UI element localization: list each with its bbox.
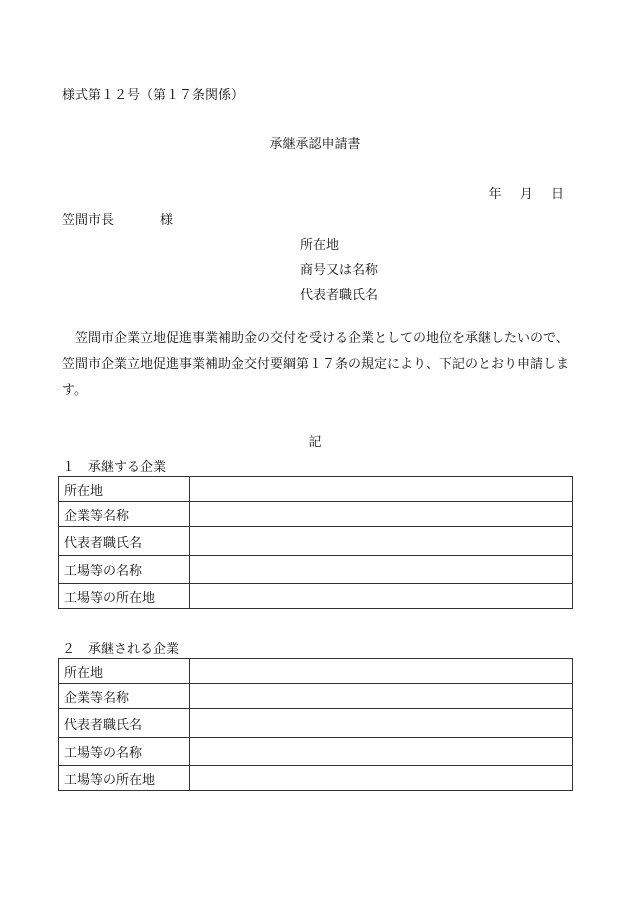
table-row xyxy=(59,709,573,738)
date-day: 日 xyxy=(550,187,564,202)
application-body-text: 笠間市企業立地促進事業補助金の交付を受ける企業としての地位を承継したいので、笠間市企業立地促進事業補助金交付要綱第１７条の規定により、下記のとおり申請します。 xyxy=(62,331,570,398)
row-value-field[interactable] xyxy=(190,556,573,584)
form-number: 様式第１２号（第１７条関係） xyxy=(62,88,245,103)
row-label: 代表者職氏名 xyxy=(59,527,190,556)
row-value-field[interactable] xyxy=(190,766,573,791)
addressee-name: 笠間市長 xyxy=(62,213,115,228)
row-label: 工場等の名称 xyxy=(59,556,190,584)
row-value-field[interactable] xyxy=(190,709,573,738)
document-title: 承継承認申請書 xyxy=(269,137,361,152)
table-row xyxy=(59,766,573,791)
section-successor-title: １ 承継する企業 xyxy=(62,460,167,475)
addressee-honorific: 様 xyxy=(160,213,174,228)
section-predecessor-title: ２ 承継される企業 xyxy=(62,642,180,657)
row-value-field[interactable] xyxy=(190,527,573,556)
table-row xyxy=(59,502,573,527)
table-row xyxy=(59,659,573,684)
addressee xyxy=(62,209,173,228)
row-label: 所在地 xyxy=(59,477,190,502)
row-label: 工場等の所在地 xyxy=(59,766,190,791)
row-label: 所在地 xyxy=(59,659,190,684)
row-label: 企業等名称 xyxy=(59,502,190,527)
row-label: 代表者職氏名 xyxy=(59,709,190,738)
table-row xyxy=(59,556,573,584)
table-row xyxy=(59,738,573,766)
row-label: 工場等の所在地 xyxy=(59,584,190,609)
table-row xyxy=(59,584,573,609)
applicant-address-label: 所在地 xyxy=(300,238,340,253)
date-month: 月 xyxy=(519,187,533,202)
table-row xyxy=(59,527,573,556)
row-value-field[interactable] xyxy=(190,584,573,609)
row-value-field[interactable] xyxy=(190,738,573,766)
predecessor-company-table xyxy=(58,658,573,791)
row-value-field[interactable] xyxy=(190,502,573,527)
table-row xyxy=(59,477,573,502)
row-value-field[interactable] xyxy=(190,477,573,502)
ki-heading: 記 xyxy=(308,435,322,450)
row-value-field[interactable] xyxy=(190,684,573,709)
successor-company-table xyxy=(58,476,573,609)
applicant-representative-label: 代表者職氏名 xyxy=(300,288,379,303)
table-row xyxy=(59,684,573,709)
row-label: 企業等名称 xyxy=(59,684,190,709)
applicant-name-label: 商号又は名称 xyxy=(300,263,379,278)
date-line xyxy=(475,183,564,202)
row-label: 工場等の名称 xyxy=(59,738,190,766)
date-year: 年 xyxy=(488,187,502,202)
row-value-field[interactable] xyxy=(190,659,573,684)
